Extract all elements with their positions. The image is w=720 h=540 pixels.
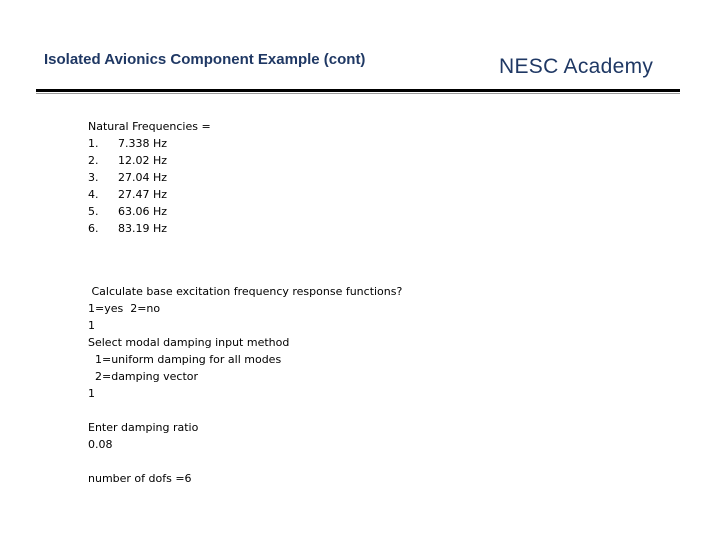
- frequency-item: [88, 203, 211, 220]
- title-divider-shadow: [36, 93, 680, 94]
- frequency-item: [88, 186, 211, 203]
- console-line: 0.08: [88, 438, 113, 451]
- frequency-number: 3.: [88, 171, 99, 184]
- console-line: [88, 453, 402, 470]
- frequency-number: 4.: [88, 188, 99, 201]
- brand-logo-text: NESC Academy: [499, 55, 654, 78]
- frequency-item: [88, 152, 211, 169]
- frequency-value: 7.338 Hz: [118, 137, 168, 150]
- frequency-number: 1.: [88, 137, 99, 150]
- frequency-value: 12.02 Hz: [118, 154, 168, 167]
- natural-frequencies-list: [88, 118, 211, 237]
- frequency-item: [88, 220, 211, 237]
- frequency-value: 83.19 Hz: [118, 222, 168, 235]
- frequency-value: 27.04 Hz: [118, 171, 168, 184]
- console-output: [88, 283, 402, 487]
- console-line: [88, 402, 402, 419]
- console-line: 1=uniform damping for all modes: [88, 353, 282, 366]
- console-line: Enter damping ratio: [88, 421, 199, 434]
- console-line: 1: [88, 387, 95, 400]
- title-divider: [36, 89, 680, 92]
- frequencies-heading: Natural Frequencies =: [88, 120, 211, 133]
- console-line: Calculate base excitation frequency response functions?: [88, 285, 403, 298]
- console-line: number of dofs =6: [88, 472, 192, 485]
- frequency-value: 27.47 Hz: [118, 188, 168, 201]
- console-line: 2=damping vector: [88, 370, 199, 383]
- frequency-value: 63.06 Hz: [118, 205, 168, 218]
- frequency-item: [88, 135, 211, 152]
- console-line: Select modal damping input method: [88, 336, 290, 349]
- console-line: 1=yes 2=no: [88, 302, 161, 315]
- frequency-number: 2.: [88, 154, 99, 167]
- console-line: 1: [88, 319, 95, 332]
- frequency-item: [88, 169, 211, 186]
- frequency-number: 5.: [88, 205, 99, 218]
- frequency-number: 6.: [88, 222, 99, 235]
- slide-title: Isolated Avionics Component Example (cont): [44, 51, 366, 68]
